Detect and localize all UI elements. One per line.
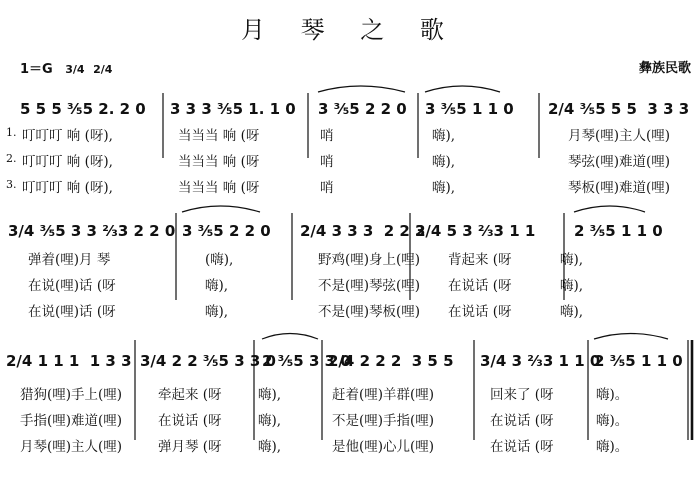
time-signature-1: 3/4: [65, 63, 85, 76]
lyric-segment: 弹月琴 (呀: [158, 439, 222, 455]
lyric-segment: 在说话 (呀: [448, 304, 512, 320]
lyric-segment: 背起来 (呀: [448, 252, 512, 268]
lyric-segment: 嗨),: [258, 439, 282, 455]
measure-3-5: 3/4 3 ²⁄₃3 1 1 0: [480, 352, 601, 370]
measure-3-4: 2/4 2 2 2 3 5 5: [328, 352, 454, 370]
measure-2-3: 2/4 3 3 3 2 2 2: [300, 222, 426, 240]
lyric-segment: 嗨)。: [596, 387, 629, 403]
lyric-segment: (嗨),: [205, 252, 234, 268]
song-title: 月 琴 之 歌: [241, 16, 458, 44]
measure-2-5: 2 ³⁄₅5 1 1 0: [574, 222, 663, 240]
lyric-segment: 回来了 (呀: [490, 387, 554, 403]
lyric-segment: 是他(哩)心儿(哩): [332, 439, 435, 455]
measure-1-1: 5 5 5 ³⁄₅5 2. 2 0: [20, 100, 146, 118]
lyric-segment: 弹着(哩)月 琴: [28, 252, 111, 268]
lyric-segment: 嗨),: [258, 387, 282, 403]
lyric-segment: 在说话 (呀: [448, 278, 512, 294]
lyric-segment: 在说话 (呀: [490, 439, 554, 455]
measure-1-5: 2/4 ³⁄₅5 5 5 3 3 3: [548, 100, 690, 118]
lyric-segment: 嗨),: [432, 128, 456, 144]
composer-credit: 彝族民歌: [638, 61, 691, 76]
lyric-segment: 野鸡(哩)身上(哩): [318, 252, 421, 268]
lyric-segment: 不是(哩)琴板(哩): [318, 304, 421, 320]
lyric-segment: 嗨)。: [596, 439, 629, 455]
lyric-segment: 当当当 响 (呀: [178, 154, 260, 170]
lyric-segment: 在说(哩)话 (呀: [28, 278, 116, 294]
lyric-segment: 嗨),: [205, 304, 229, 320]
time-signature-2: 2/4: [93, 63, 113, 76]
lyric-segment: 嗨),: [560, 252, 584, 268]
measure-2-4: 3/4 5 3 ²⁄₃3 1 1: [415, 222, 536, 240]
lyric-segment: 哨: [320, 154, 334, 170]
verse-number: 1.: [6, 126, 17, 139]
lyric-segment: 叮叮叮 响 (呀),: [22, 154, 113, 170]
lyric-segment: 叮叮叮 响 (呀),: [22, 128, 113, 144]
lyric-segment: 月琴(哩)主人(哩): [20, 439, 123, 455]
measure-3-3: 2 ³⁄₅5 3 3 0: [262, 352, 351, 370]
measure-3-6: 2 ³⁄₅5 1 1 0: [594, 352, 683, 370]
lyric-segment: 嗨),: [560, 278, 584, 294]
lyric-segment: 牵起来 (呀: [158, 387, 222, 403]
measure-1-4: 3 ³⁄₅5 1 1 0: [425, 100, 514, 118]
measure-3-2: 3/4 2 2 ³⁄₅5 3 3 0: [140, 352, 276, 370]
measure-1-3: 3 ³⁄₅5 2 2 0: [318, 100, 407, 118]
lyric-segment: 猎狗(哩)手上(哩): [20, 387, 123, 403]
lyric-segment: 琴弦(哩)难道(哩): [568, 154, 671, 170]
lyric-segment: 嗨),: [560, 304, 584, 320]
lyric-segment: 当当当 响 (呀: [178, 128, 260, 144]
measure-2-2: 3 ³⁄₅5 2 2 0: [182, 222, 271, 240]
lyric-segment: 在说话 (呀: [158, 413, 222, 429]
lyric-segment: 嗨)。: [596, 413, 629, 429]
lyric-segment: 哨: [320, 128, 334, 144]
measure-1-2: 3 3 3 ³⁄₅5 1. 1 0: [170, 100, 296, 118]
lyric-segment: 嗨),: [205, 278, 229, 294]
lyric-segment: 嗨),: [432, 180, 456, 196]
lyric-segment: 嗨),: [258, 413, 282, 429]
lyric-segment: 不是(哩)琴弦(哩): [318, 278, 421, 294]
key-label: 1＝G: [20, 62, 53, 77]
lyric-segment: 嗨),: [432, 154, 456, 170]
lyric-segment: 当当当 响 (呀: [178, 180, 260, 196]
lyric-segment: 在说(哩)话 (呀: [28, 304, 116, 320]
lyric-segment: 叮叮叮 响 (呀),: [22, 180, 113, 196]
verse-number: 2.: [6, 152, 17, 165]
measure-2-1: 3/4 ³⁄₅5 3 3 ²⁄₃3 2 2 0: [8, 222, 176, 240]
lyric-segment: 琴板(哩)难道(哩): [568, 180, 671, 196]
lyric-segment: 不是(哩)手指(哩): [332, 413, 435, 429]
measure-3-1: 2/4 1 1 1 1 3 3: [6, 352, 132, 370]
lyric-segment: 月琴(哩)主人(哩): [568, 128, 671, 144]
lyric-segment: 在说话 (呀: [490, 413, 554, 429]
lyric-segment: 赶着(哩)羊群(哩): [332, 387, 435, 403]
lyric-segment: 手指(哩)难道(哩): [20, 413, 123, 429]
lyric-segment: 哨: [320, 180, 334, 196]
verse-number: 3.: [6, 178, 17, 191]
